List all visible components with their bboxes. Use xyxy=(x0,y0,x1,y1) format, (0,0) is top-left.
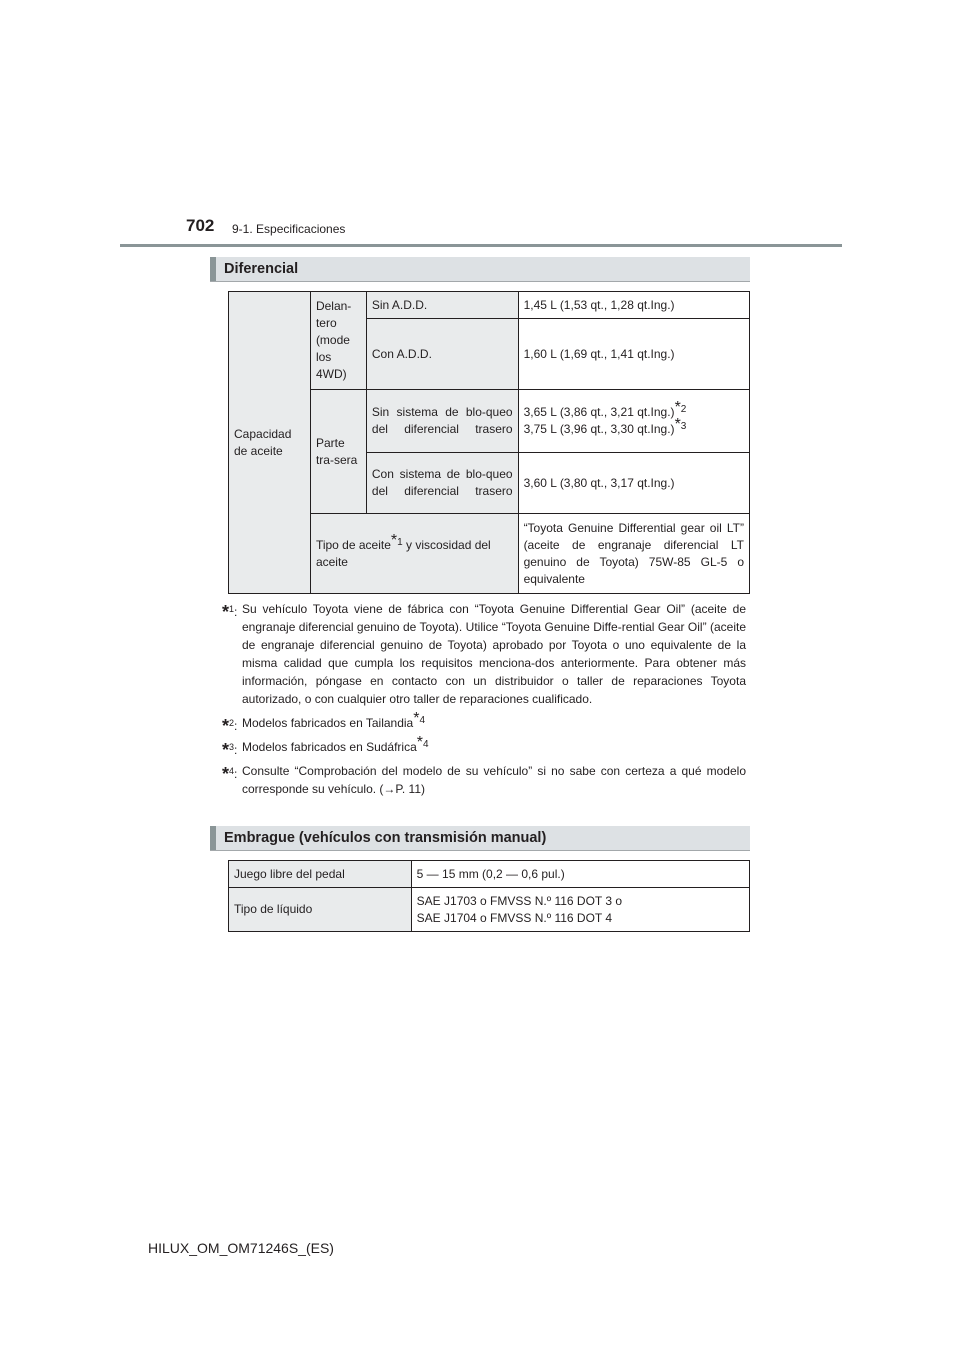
document-code: HILUX_OM_OM71246S_(ES) xyxy=(148,1240,334,1256)
spec-value: SAE J1703 o FMVSS N.º 116 DOT 3 o xyxy=(416,893,623,908)
oil-type-label: Tipo de aceite xyxy=(315,537,391,552)
page-number: 702 xyxy=(186,216,215,235)
footnote-marker: *$^1$: xyxy=(222,602,238,622)
footnote-1 xyxy=(222,600,746,708)
front-label: Delan-tero (mode los 4WD) xyxy=(315,299,352,381)
value-text: 3,60 L (3,80 qt., 3,17 qt.Ing.) xyxy=(523,475,675,490)
condition-cell xyxy=(366,292,518,319)
section-title: Embrague (vehículos con transmisión manual) xyxy=(224,830,547,846)
footnote-marker: *$^2$: xyxy=(222,716,238,736)
value-text: 1,45 L (1,53 qt., 1,28 qt.Ing.) xyxy=(523,297,675,312)
capacity-label-cell xyxy=(229,292,311,594)
value-cell xyxy=(518,453,749,514)
footnote-marker: *$^3$: xyxy=(222,740,238,760)
oil-type-label-suffix: y viscosidad del aceite xyxy=(315,537,491,569)
section-heading-diferencial xyxy=(210,257,750,282)
condition-cell xyxy=(366,453,518,514)
footnote-marker: *$^4$: xyxy=(222,764,238,784)
section-accent xyxy=(210,826,216,850)
value-cell xyxy=(518,319,749,390)
section-accent xyxy=(210,257,216,281)
footnotes xyxy=(222,600,746,804)
spec-value-cell xyxy=(411,861,749,888)
oil-type-label-cell xyxy=(310,514,518,594)
value-text: 3,75 L (3,96 qt., 3,30 qt.Ing.) xyxy=(523,422,675,436)
condition-text: Sin sistema de blo-queo del diferencial trasero xyxy=(371,405,513,436)
condition-text: Con sistema de blo-queo del diferencial trasero xyxy=(371,467,513,498)
differential-table xyxy=(228,291,750,594)
front-label-cell xyxy=(310,292,366,390)
footnote-text: Consulte “Comprobación del modelo de su vehículo” si no sabe con certeza a qué modelo corresponde su vehículo. (→P. 11) xyxy=(242,764,746,796)
condition-cell xyxy=(366,390,518,453)
footnote-ref: *4 xyxy=(416,734,429,751)
footnote-3 xyxy=(222,734,746,760)
condition-text: Sin A.D.D. xyxy=(371,297,428,312)
page-header xyxy=(186,216,846,240)
footnote-text: Modelos fabricados en Tailandia xyxy=(242,716,414,730)
footnote-text: Su vehículo Toyota viene de fábrica con “Toyota Genuine Differential Gear Oil” (aceite de engranaje diferencial genuino de Toyota). Utilice “Toyota Genuine Diffe-rential Gear Oil” (aceite de engranaje diferencial genuino de Toyota) aprobado por Toyota o uno equivalente de la misma calidad que cumpla los requisitos menciona-dos anteriormente. Para obtener más información, póngase en contacto con un distribuidor o taller de reparaciones Toyota autorizado, o con cualquier otro taller de reparaciones cualificado. xyxy=(242,602,746,706)
capacity-label: Capacidad de aceite xyxy=(234,426,292,458)
section-heading-embrague xyxy=(210,826,750,851)
oil-type-value: “Toyota Genuine Differential gear oil LT” (aceite de engranaje diferencial LT genuino de Toyota) 75W-85 GL-5 o equivalente xyxy=(523,520,744,586)
oil-type-value-cell xyxy=(518,514,749,594)
spec-value-cell xyxy=(411,888,749,932)
value-text: 3,65 L (3,86 qt., 3,21 qt.Ing.) xyxy=(523,405,675,419)
footnote-4 xyxy=(222,762,746,798)
spec-label-cell xyxy=(229,861,412,888)
footnote-text: Modelos fabricados en Sudáfrica xyxy=(242,740,417,754)
section-title: Diferencial xyxy=(224,261,299,277)
condition-cell xyxy=(366,319,518,390)
footnote-ref: *4 xyxy=(413,710,426,727)
value-text: 1,60 L (1,69 qt., 1,41 qt.Ing.) xyxy=(523,346,675,361)
spec-label: Juego libre del pedal xyxy=(234,866,345,881)
value-cell xyxy=(518,292,749,319)
footnote-ref: *3 xyxy=(674,416,687,433)
spec-label-cell xyxy=(229,888,412,932)
header-rule xyxy=(120,244,842,247)
spec-value: SAE J1704 o FMVSS N.º 116 DOT 4 xyxy=(416,910,613,925)
footnote-ref: *2 xyxy=(674,399,687,416)
spec-label: Tipo de líquido xyxy=(234,902,313,916)
section-name: 9-1. Especificaciones xyxy=(232,222,346,236)
value-cell xyxy=(518,390,749,453)
spec-value: 5 — 15 mm (0,2 — 0,6 pul.) xyxy=(416,866,565,881)
clutch-table xyxy=(228,860,750,932)
footnote-2 xyxy=(222,710,746,736)
rear-label: Parte tra-sera xyxy=(315,435,358,467)
condition-text: Con A.D.D. xyxy=(371,346,432,361)
rear-label-cell xyxy=(310,390,366,514)
footnote-ref: *1 xyxy=(390,531,403,549)
